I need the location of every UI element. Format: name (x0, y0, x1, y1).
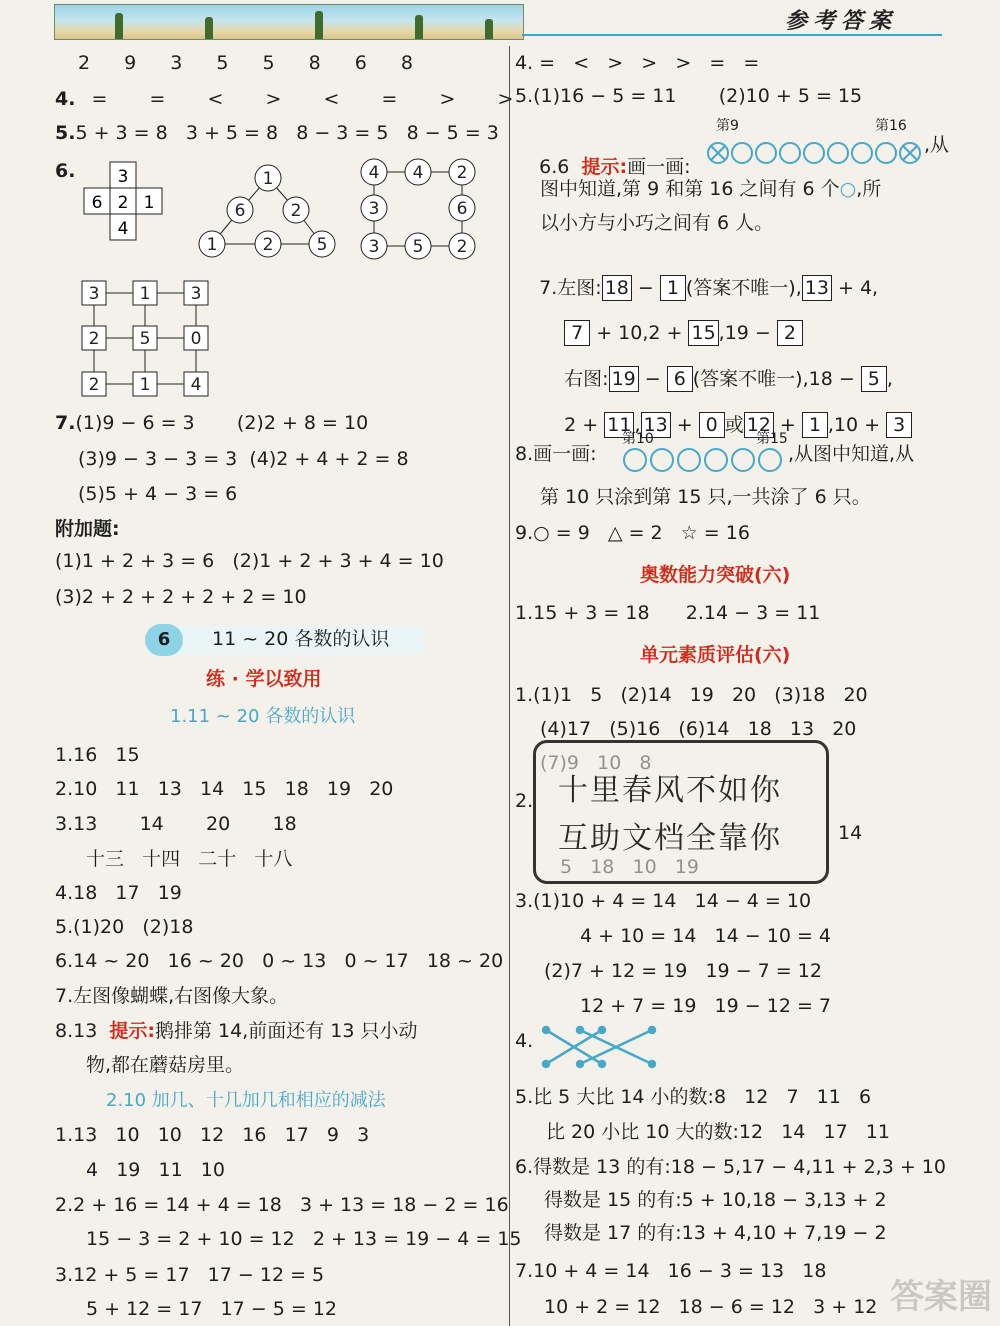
answer-line: 1.15 + 3 = 18 2.14 − 3 = 11 (515, 602, 821, 624)
answer-box: 13 (802, 275, 832, 301)
answer-line: 3.13 14 20 18 (55, 813, 297, 835)
answer-box: 5 (861, 366, 887, 392)
puzzle-number: 4 (368, 163, 380, 183)
answer-line: 7.左图像蝴蝶,右图像大象。 (55, 985, 289, 1007)
answer-line: ,从图中知道,从 (788, 443, 915, 465)
answer-line: 14 (838, 822, 863, 844)
puzzle-number: 2 (117, 193, 129, 213)
puzzle-number: 3 (117, 167, 129, 187)
answer-box: 13 (641, 412, 671, 438)
answer-line: 2.2 + 16 = 14 + 4 = 18 3 + 13 = 18 − 2 = 16 (55, 1194, 509, 1216)
answer-line: = = < > < = > > (75, 88, 524, 110)
answer-line: 5.(1)16 − 5 = 11 (2)10 + 5 = 15 (515, 85, 863, 107)
puzzle-number: 5 (139, 329, 151, 349)
answer-box: 1 (660, 275, 686, 301)
page-title: 参考答案 (785, 9, 898, 34)
circle-row-16 (706, 140, 922, 166)
answer-line: (3)2 + 2 + 2 + 2 + 2 = 10 (55, 586, 307, 608)
puzzle-number: 2 (88, 375, 100, 395)
answer-box: 6 (667, 366, 693, 392)
answer-line: 1.16 15 (55, 744, 140, 766)
answer-line: 2.10 11 13 14 15 18 19 20 (55, 778, 394, 800)
answer-line: 5.(1)20 (2)18 (55, 916, 194, 938)
circle-row-6 (622, 447, 788, 473)
answer-line: 3.(1)10 + 4 = 14 14 − 4 = 10 (515, 890, 812, 912)
palm-tree-icon (115, 13, 123, 39)
question-number: 5. (55, 122, 76, 144)
puzzle-number: 1 (206, 235, 218, 255)
answer-line: 1.13 10 10 12 16 17 9 3 (55, 1124, 370, 1146)
puzzle-number: 1 (262, 169, 274, 189)
answer-line: 物,都在蘑菇房里。 (86, 1054, 245, 1076)
answer-line: 7 + 10,2 + 15 ,19 − 2 (540, 298, 803, 368)
answer-line: 以小方与小巧之间有 6 人。 (540, 212, 774, 234)
puzzle-number: 5 (412, 237, 424, 257)
subsection-heading: 2.10 加几、十几加几和相应的减法 (106, 1090, 386, 1111)
answer-line: (3)9 − 3 − 3 = 3 (4)2 + 4 + 2 = 8 (78, 448, 409, 470)
answer-line: 6.14 ~ 20 16 ~ 20 0 ~ 13 0 ~ 17 18 ~ 20 (55, 950, 504, 972)
answer-line: (4)17 (5)16 (6)14 18 13 20 (540, 718, 857, 740)
answer-box: 0 (699, 412, 725, 438)
puzzle-number: 0 (190, 329, 202, 349)
answer-line: 9.○ = 9 △ = 2 ☆ = 16 (515, 522, 750, 544)
position-label: 第10 (622, 431, 654, 447)
puzzle-number: 3 (368, 237, 380, 257)
question-number: 4. (55, 88, 76, 110)
answer-box: 15 (688, 320, 718, 346)
column-divider (509, 46, 510, 1326)
matching-lines-figure (540, 1024, 660, 1070)
puzzle-number: 4 (412, 163, 424, 183)
puzzle-number: 3 (190, 284, 202, 304)
position-label: 第16 (875, 118, 907, 134)
answer-line: (2)7 + 12 = 19 19 − 7 = 12 (544, 960, 822, 982)
answer-prefix: 6.6 (539, 156, 582, 178)
answer-line: 2 9 3 5 5 8 6 8 (78, 52, 427, 74)
answer-line: 4 + 10 = 14 14 − 10 = 4 (580, 925, 831, 947)
puzzle-number: 6 (234, 201, 246, 221)
answer-line: 5 + 12 = 17 17 − 5 = 12 (86, 1298, 337, 1320)
answer-line: 3.12 + 5 = 17 17 − 12 = 5 (55, 1264, 325, 1286)
answer-box: 18 (602, 275, 632, 301)
answer-box: 19 (609, 366, 639, 392)
palm-tree-icon (315, 11, 323, 39)
circle-icon: ○ (839, 178, 857, 200)
puzzle-number: 1 (139, 284, 151, 304)
bonus-label: 附加题: (55, 518, 120, 540)
answer-line: 7.10 + 4 = 14 16 − 3 = 13 18 (515, 1260, 827, 1282)
palm-tree-icon (485, 19, 493, 39)
puzzle-number: 6 (456, 199, 468, 219)
answer-line: 4 19 11 10 (86, 1159, 225, 1181)
answer-line: 6.得数是 13 的有:18 − 5,17 − 4,11 + 2,3 + 10 (515, 1156, 946, 1178)
question-number: 2. (515, 790, 534, 812)
puzzle-number: 2 (88, 329, 100, 349)
answer-line: 7.左图: 18 − 1 (答案不唯一), 13 + 4, (539, 277, 879, 299)
number-puzzle-figures (70, 158, 490, 408)
answer-line: 5.比 5 大比 14 小的数:8 12 7 11 6 (515, 1086, 872, 1108)
section-heading: 奥数能力突破(六) (640, 564, 791, 586)
answer-line: 10 + 2 = 12 18 − 6 = 12 3 + 12 (544, 1296, 878, 1318)
answer-line: 8.画一画: (515, 443, 597, 465)
unit-number-badge: 6 (145, 624, 183, 656)
puzzle-number: 3 (368, 199, 380, 219)
answer-line: 2 + 11 , 13 + 0 或 12 + 1 ,10 + 3 (540, 390, 912, 460)
answer-line: 鹅排第 14,前面还有 13 只小动 (155, 1020, 418, 1042)
draw-label: 画一画: (627, 156, 691, 178)
palm-tree-icon (205, 17, 213, 39)
answer-line: 比 20 小比 10 大的数:12 14 17 11 (546, 1121, 890, 1143)
answer-line: 第 10 只涂到第 15 只,一共涂了 6 只。 (540, 486, 871, 508)
answer-box: 3 (886, 412, 912, 438)
puzzle-number: 1 (139, 375, 151, 395)
answer-box: 2 (777, 320, 803, 346)
answer-line: 12 + 7 = 19 19 − 12 = 7 (580, 995, 831, 1017)
puzzle-number: 2 (290, 201, 302, 221)
hint-label: 提示: (109, 1020, 155, 1042)
question-number: 4. (515, 1030, 534, 1052)
answer-line: 图中知道,第 9 和第 16 之间有 6 个○,所 (540, 178, 882, 200)
puzzle-number: 4 (117, 219, 129, 239)
position-label: 第15 (756, 431, 788, 447)
section-heading: 练 · 学以致用 (206, 668, 322, 690)
answer-box: 12 (744, 412, 774, 438)
answer-line: ,从 (924, 134, 950, 156)
answer-line: 4.18 17 19 (55, 882, 182, 904)
answer-prefix: 8.13 (55, 1020, 110, 1042)
stamp-overlay (533, 740, 829, 884)
header-banner-image (54, 4, 524, 40)
puzzle-number: 6 (91, 193, 103, 213)
stamp-line: 互助文档全靠你 (558, 821, 782, 856)
answer-line: (1)9 − 6 = 3 (2)2 + 8 = 10 (75, 412, 369, 434)
stamp-line: 十里春风不如你 (558, 773, 782, 808)
answer-line: 右图: 19 − 6 (答案不唯一),18 − 5 , (564, 368, 893, 390)
watermark-logo: 答案圈 (890, 1277, 992, 1317)
answer-line: 1.(1)1 5 (2)14 19 20 (3)18 20 (515, 684, 868, 706)
answer-box: 1 (802, 412, 828, 438)
puzzle-number: 4 (190, 375, 202, 395)
question-number: 6. (55, 160, 76, 182)
answer-line: (1)1 + 2 + 3 = 6 (2)1 + 2 + 3 + 4 = 10 (55, 550, 444, 572)
answer-line: 十三 十四 二十 十八 (86, 848, 293, 870)
puzzle-number: 2 (456, 237, 468, 257)
answer-box: 11 (604, 412, 634, 438)
puzzle-number: 2 (262, 235, 274, 255)
subsection-heading: 1.11 ~ 20 各数的认识 (170, 706, 356, 727)
section-heading: 单元素质评估(六) (640, 644, 791, 666)
puzzle-number: 1 (143, 193, 155, 213)
answer-line: (5)5 + 4 − 3 = 6 (78, 483, 238, 505)
puzzle-number: 2 (456, 163, 468, 183)
position-label: 第9 (716, 118, 739, 134)
cross-puzzle (84, 162, 162, 240)
puzzle-number: 3 (88, 284, 100, 304)
question-number: 7. (55, 412, 76, 434)
hint-label: 提示: (581, 156, 628, 178)
unit-title: 11 ~ 20 各数的认识 (212, 628, 390, 650)
answer-line: 得数是 17 的有:13 + 4,10 + 7,19 − 2 (544, 1222, 887, 1244)
answer-line: 5 + 3 = 8 3 + 5 = 8 8 − 3 = 5 8 − 5 = 3 (75, 122, 499, 144)
answer-box: 7 (564, 320, 590, 346)
answer-line: 15 − 3 = 2 + 10 = 12 2 + 13 = 19 − 4 = 15 (86, 1228, 522, 1250)
palm-tree-icon (415, 15, 423, 39)
answer-line: 4. = < > > > = = (515, 52, 760, 74)
puzzle-number: 5 (316, 235, 328, 255)
answer-line: 得数是 15 的有:5 + 10,18 − 3,13 + 2 (544, 1189, 887, 1211)
